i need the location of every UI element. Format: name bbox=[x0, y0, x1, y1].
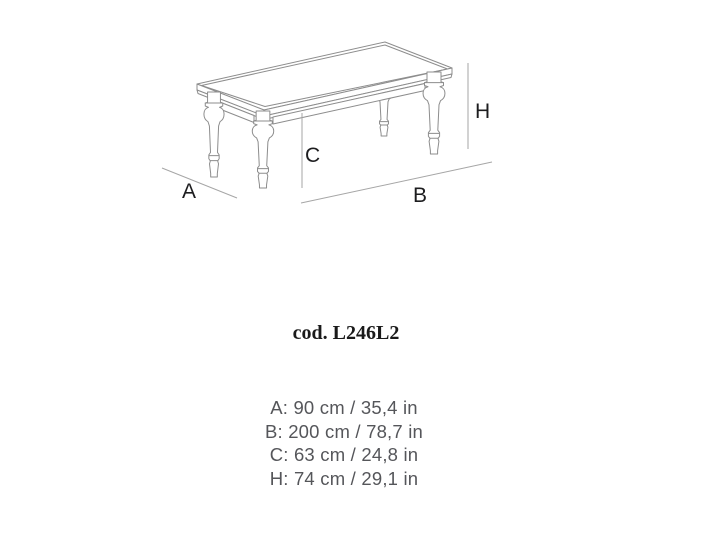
dim-label-a: A bbox=[182, 180, 197, 203]
dim-label-c: C bbox=[305, 144, 321, 167]
dimension-list-item-a: A: 90 cm / 35,4 in bbox=[270, 397, 418, 418]
product-code: cod. L246L2 bbox=[292, 322, 400, 344]
dimension-list bbox=[0, 396, 688, 490]
table-drawing bbox=[197, 42, 452, 188]
table-leg-front bbox=[252, 111, 273, 188]
dimension-list-item-b: B: 200 cm / 78,7 in bbox=[264, 420, 424, 442]
dimension-list-item-c: C: 63 cm / 24,8 in bbox=[269, 444, 419, 466]
dimension-list-item-h: H: 74 cm / 29,1 in bbox=[269, 467, 419, 489]
dim-label-b: B bbox=[413, 184, 428, 207]
dimension-line-a bbox=[162, 168, 237, 198]
dimension-line-b bbox=[301, 162, 492, 203]
table-leg-right bbox=[423, 72, 445, 154]
dim-label-h: H bbox=[475, 100, 491, 123]
dimension-labels bbox=[182, 100, 490, 207]
table-leg-left bbox=[204, 92, 224, 177]
